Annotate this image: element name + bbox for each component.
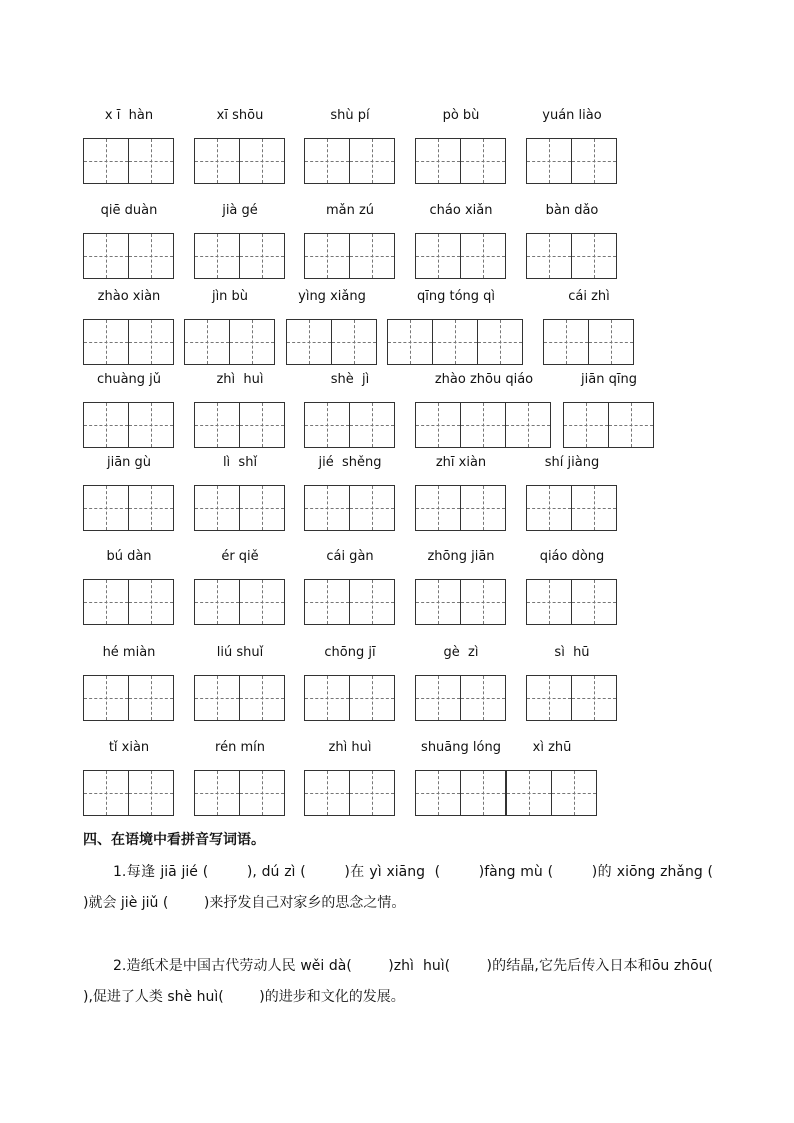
tianzige-boxes (506, 770, 596, 816)
writing-box[interactable] (83, 485, 129, 531)
pinyin-label: chōng jī (324, 645, 376, 660)
writing-box[interactable] (194, 485, 240, 531)
writing-box[interactable] (460, 770, 506, 816)
pinyin-label: hé miàn (102, 645, 156, 660)
pinyin-label: x ī hàn (104, 108, 154, 123)
tianzige-boxes (563, 402, 653, 448)
writing-box[interactable] (349, 675, 395, 721)
pinyin-label: zhì huì (328, 740, 372, 755)
writing-box[interactable] (304, 770, 350, 816)
pinyin-label: shù pí (330, 108, 370, 123)
pinyin-label: yuán liào (542, 108, 602, 123)
writing-box[interactable] (83, 138, 129, 184)
tianzige-boxes (83, 138, 173, 184)
writing-box[interactable] (229, 319, 275, 365)
tianzige-boxes (83, 485, 173, 531)
writing-box[interactable] (194, 233, 240, 279)
writing-box[interactable] (83, 770, 129, 816)
writing-box[interactable] (184, 319, 230, 365)
writing-box[interactable] (349, 402, 395, 448)
pinyin-label: pò bù (442, 108, 480, 123)
tianzige-boxes (526, 579, 616, 625)
pinyin-label: xī shōu (216, 108, 264, 123)
writing-box[interactable] (331, 319, 377, 365)
writing-box[interactable] (477, 319, 523, 365)
pinyin-label: zhào xiàn (97, 289, 161, 304)
tianzige-boxes (526, 485, 616, 531)
tianzige-boxes (194, 402, 284, 448)
writing-box[interactable] (286, 319, 332, 365)
writing-box[interactable] (83, 579, 129, 625)
pinyin-label: shí jiàng (544, 455, 600, 470)
tianzige-boxes (83, 770, 173, 816)
context-paragraph-2: 2.造纸术是中国古代劳动人民 wěi dà( )zhì huì( )的结晶,它先后传入日本和ōu zhōu( ),促进了人类 shè huì( )的进步和文化的发展。 (83, 958, 749, 1005)
writing-box[interactable] (194, 138, 240, 184)
writing-box[interactable] (239, 485, 285, 531)
writing-box[interactable] (526, 675, 572, 721)
writing-box[interactable] (349, 138, 395, 184)
writing-box[interactable] (415, 233, 461, 279)
writing-box[interactable] (239, 233, 285, 279)
writing-box[interactable] (432, 319, 478, 365)
tianzige-boxes (304, 402, 394, 448)
writing-box[interactable] (128, 233, 174, 279)
writing-box[interactable] (304, 138, 350, 184)
writing-box[interactable] (239, 402, 285, 448)
tianzige-boxes (194, 233, 284, 279)
pinyin-label: xì zhū (532, 740, 572, 755)
writing-box[interactable] (505, 402, 551, 448)
pinyin-label: jiān gù (106, 455, 152, 470)
writing-box[interactable] (239, 579, 285, 625)
tianzige-boxes (526, 675, 616, 721)
tianzige-boxes (194, 138, 284, 184)
tianzige-boxes (83, 319, 173, 365)
pinyin-label: jiān qīng (581, 372, 637, 387)
tianzige-boxes (286, 319, 376, 365)
pinyin-label: bú dàn (106, 549, 152, 564)
writing-box[interactable] (239, 675, 285, 721)
section-title: 四、在语境中看拼音写词语。 (83, 832, 265, 848)
writing-box[interactable] (563, 402, 609, 448)
writing-box[interactable] (526, 138, 572, 184)
writing-box[interactable] (506, 770, 552, 816)
writing-box[interactable] (526, 485, 572, 531)
writing-box[interactable] (460, 579, 506, 625)
pinyin-label: jià gé (222, 203, 258, 218)
pinyin-label: jié shěng (318, 455, 382, 470)
writing-box[interactable] (349, 579, 395, 625)
tianzige-boxes (194, 485, 284, 531)
writing-box[interactable] (571, 138, 617, 184)
writing-box[interactable] (83, 319, 129, 365)
writing-box[interactable] (83, 402, 129, 448)
writing-box[interactable] (415, 485, 461, 531)
tianzige-boxes (304, 675, 394, 721)
writing-box[interactable] (571, 485, 617, 531)
writing-box[interactable] (415, 675, 461, 721)
writing-box[interactable] (194, 579, 240, 625)
pinyin-label: cháo xiǎn (429, 203, 493, 218)
writing-box[interactable] (551, 770, 597, 816)
pinyin-label: bàn dǎo (545, 203, 599, 218)
pinyin-label: sì hū (554, 645, 590, 660)
writing-box[interactable] (571, 675, 617, 721)
pinyin-label: zhī xiàn (435, 455, 487, 470)
pinyin-label: yìng xiǎng (298, 289, 366, 304)
writing-box[interactable] (460, 233, 506, 279)
writing-box[interactable] (571, 233, 617, 279)
pinyin-label: cái zhì (568, 289, 610, 304)
writing-box[interactable] (460, 485, 506, 531)
pinyin-label: rén mín (215, 740, 265, 755)
pinyin-label: ér qiě (221, 549, 259, 564)
tianzige-boxes (526, 138, 616, 184)
tianzige-boxes (304, 770, 394, 816)
pinyin-label: tǐ xiàn (108, 740, 150, 755)
tianzige-boxes (194, 770, 284, 816)
tianzige-boxes (304, 138, 394, 184)
writing-box[interactable] (304, 402, 350, 448)
pinyin-label: qiē duàn (100, 203, 158, 218)
writing-box[interactable] (526, 233, 572, 279)
pinyin-label: lì shǐ (222, 455, 258, 470)
tianzige-boxes (415, 485, 505, 531)
pinyin-label: mǎn zú (325, 203, 375, 218)
writing-box[interactable] (349, 770, 395, 816)
tianzige-boxes (304, 233, 394, 279)
writing-box[interactable] (128, 770, 174, 816)
writing-box[interactable] (526, 579, 572, 625)
writing-box[interactable] (588, 319, 634, 365)
writing-box[interactable] (304, 485, 350, 531)
writing-box[interactable] (415, 138, 461, 184)
writing-box[interactable] (128, 579, 174, 625)
writing-box[interactable] (349, 485, 395, 531)
pinyin-label: shè jì (330, 372, 370, 387)
writing-box[interactable] (415, 770, 461, 816)
writing-box[interactable] (128, 319, 174, 365)
pinyin-label: shuāng lóng (421, 740, 501, 755)
pinyin-label: zhào zhōu qiáo (434, 372, 534, 387)
writing-box[interactable] (194, 675, 240, 721)
tianzige-boxes (194, 675, 284, 721)
pinyin-label: cái gàn (326, 549, 374, 564)
writing-box[interactable] (128, 138, 174, 184)
writing-box[interactable] (415, 579, 461, 625)
writing-box[interactable] (194, 402, 240, 448)
pinyin-label: qīng tóng qì (416, 289, 496, 304)
tianzige-boxes (415, 579, 505, 625)
tianzige-boxes (543, 319, 633, 365)
writing-box[interactable] (387, 319, 433, 365)
tianzige-boxes (387, 319, 522, 365)
writing-box[interactable] (83, 233, 129, 279)
tianzige-boxes (415, 675, 505, 721)
pinyin-label: gè zì (443, 645, 479, 660)
pinyin-label: zhōng jiān (427, 549, 495, 564)
writing-box[interactable] (543, 319, 589, 365)
tianzige-boxes (83, 402, 173, 448)
pinyin-label: qiáo dòng (539, 549, 605, 564)
writing-box[interactable] (194, 770, 240, 816)
tianzige-boxes (415, 402, 550, 448)
tianzige-boxes (415, 138, 505, 184)
pinyin-label: chuàng jǔ (96, 372, 162, 387)
writing-box[interactable] (460, 675, 506, 721)
writing-box[interactable] (128, 675, 174, 721)
writing-box[interactable] (349, 233, 395, 279)
writing-box[interactable] (128, 485, 174, 531)
tianzige-boxes (304, 485, 394, 531)
tianzige-boxes (83, 579, 173, 625)
writing-box[interactable] (304, 579, 350, 625)
tianzige-boxes (194, 579, 284, 625)
writing-box[interactable] (571, 579, 617, 625)
pinyin-label: jìn bù (211, 289, 249, 304)
context-paragraph-1: 1.每逢 jiā jié ( ), dú zì ( )在 yì xiāng ( )fàng mù ( )的 xiōng zhǎng ( )就会 jiè jiǔ ( )来抒发自己对家乡的思念之情。 (83, 864, 749, 911)
writing-box[interactable] (128, 402, 174, 448)
tianzige-boxes (415, 770, 505, 816)
writing-box[interactable] (304, 675, 350, 721)
tianzige-boxes (415, 233, 505, 279)
writing-box[interactable] (415, 402, 461, 448)
tianzige-boxes (83, 675, 173, 721)
pinyin-label: zhì huì (216, 372, 264, 387)
writing-box[interactable] (304, 233, 350, 279)
tianzige-boxes (83, 233, 173, 279)
writing-box[interactable] (608, 402, 654, 448)
tianzige-boxes (526, 233, 616, 279)
writing-box[interactable] (460, 138, 506, 184)
writing-box[interactable] (239, 770, 285, 816)
writing-box[interactable] (239, 138, 285, 184)
tianzige-boxes (184, 319, 274, 365)
tianzige-boxes (304, 579, 394, 625)
pinyin-label: liú shuǐ (216, 645, 264, 660)
writing-box[interactable] (83, 675, 129, 721)
writing-box[interactable] (460, 402, 506, 448)
